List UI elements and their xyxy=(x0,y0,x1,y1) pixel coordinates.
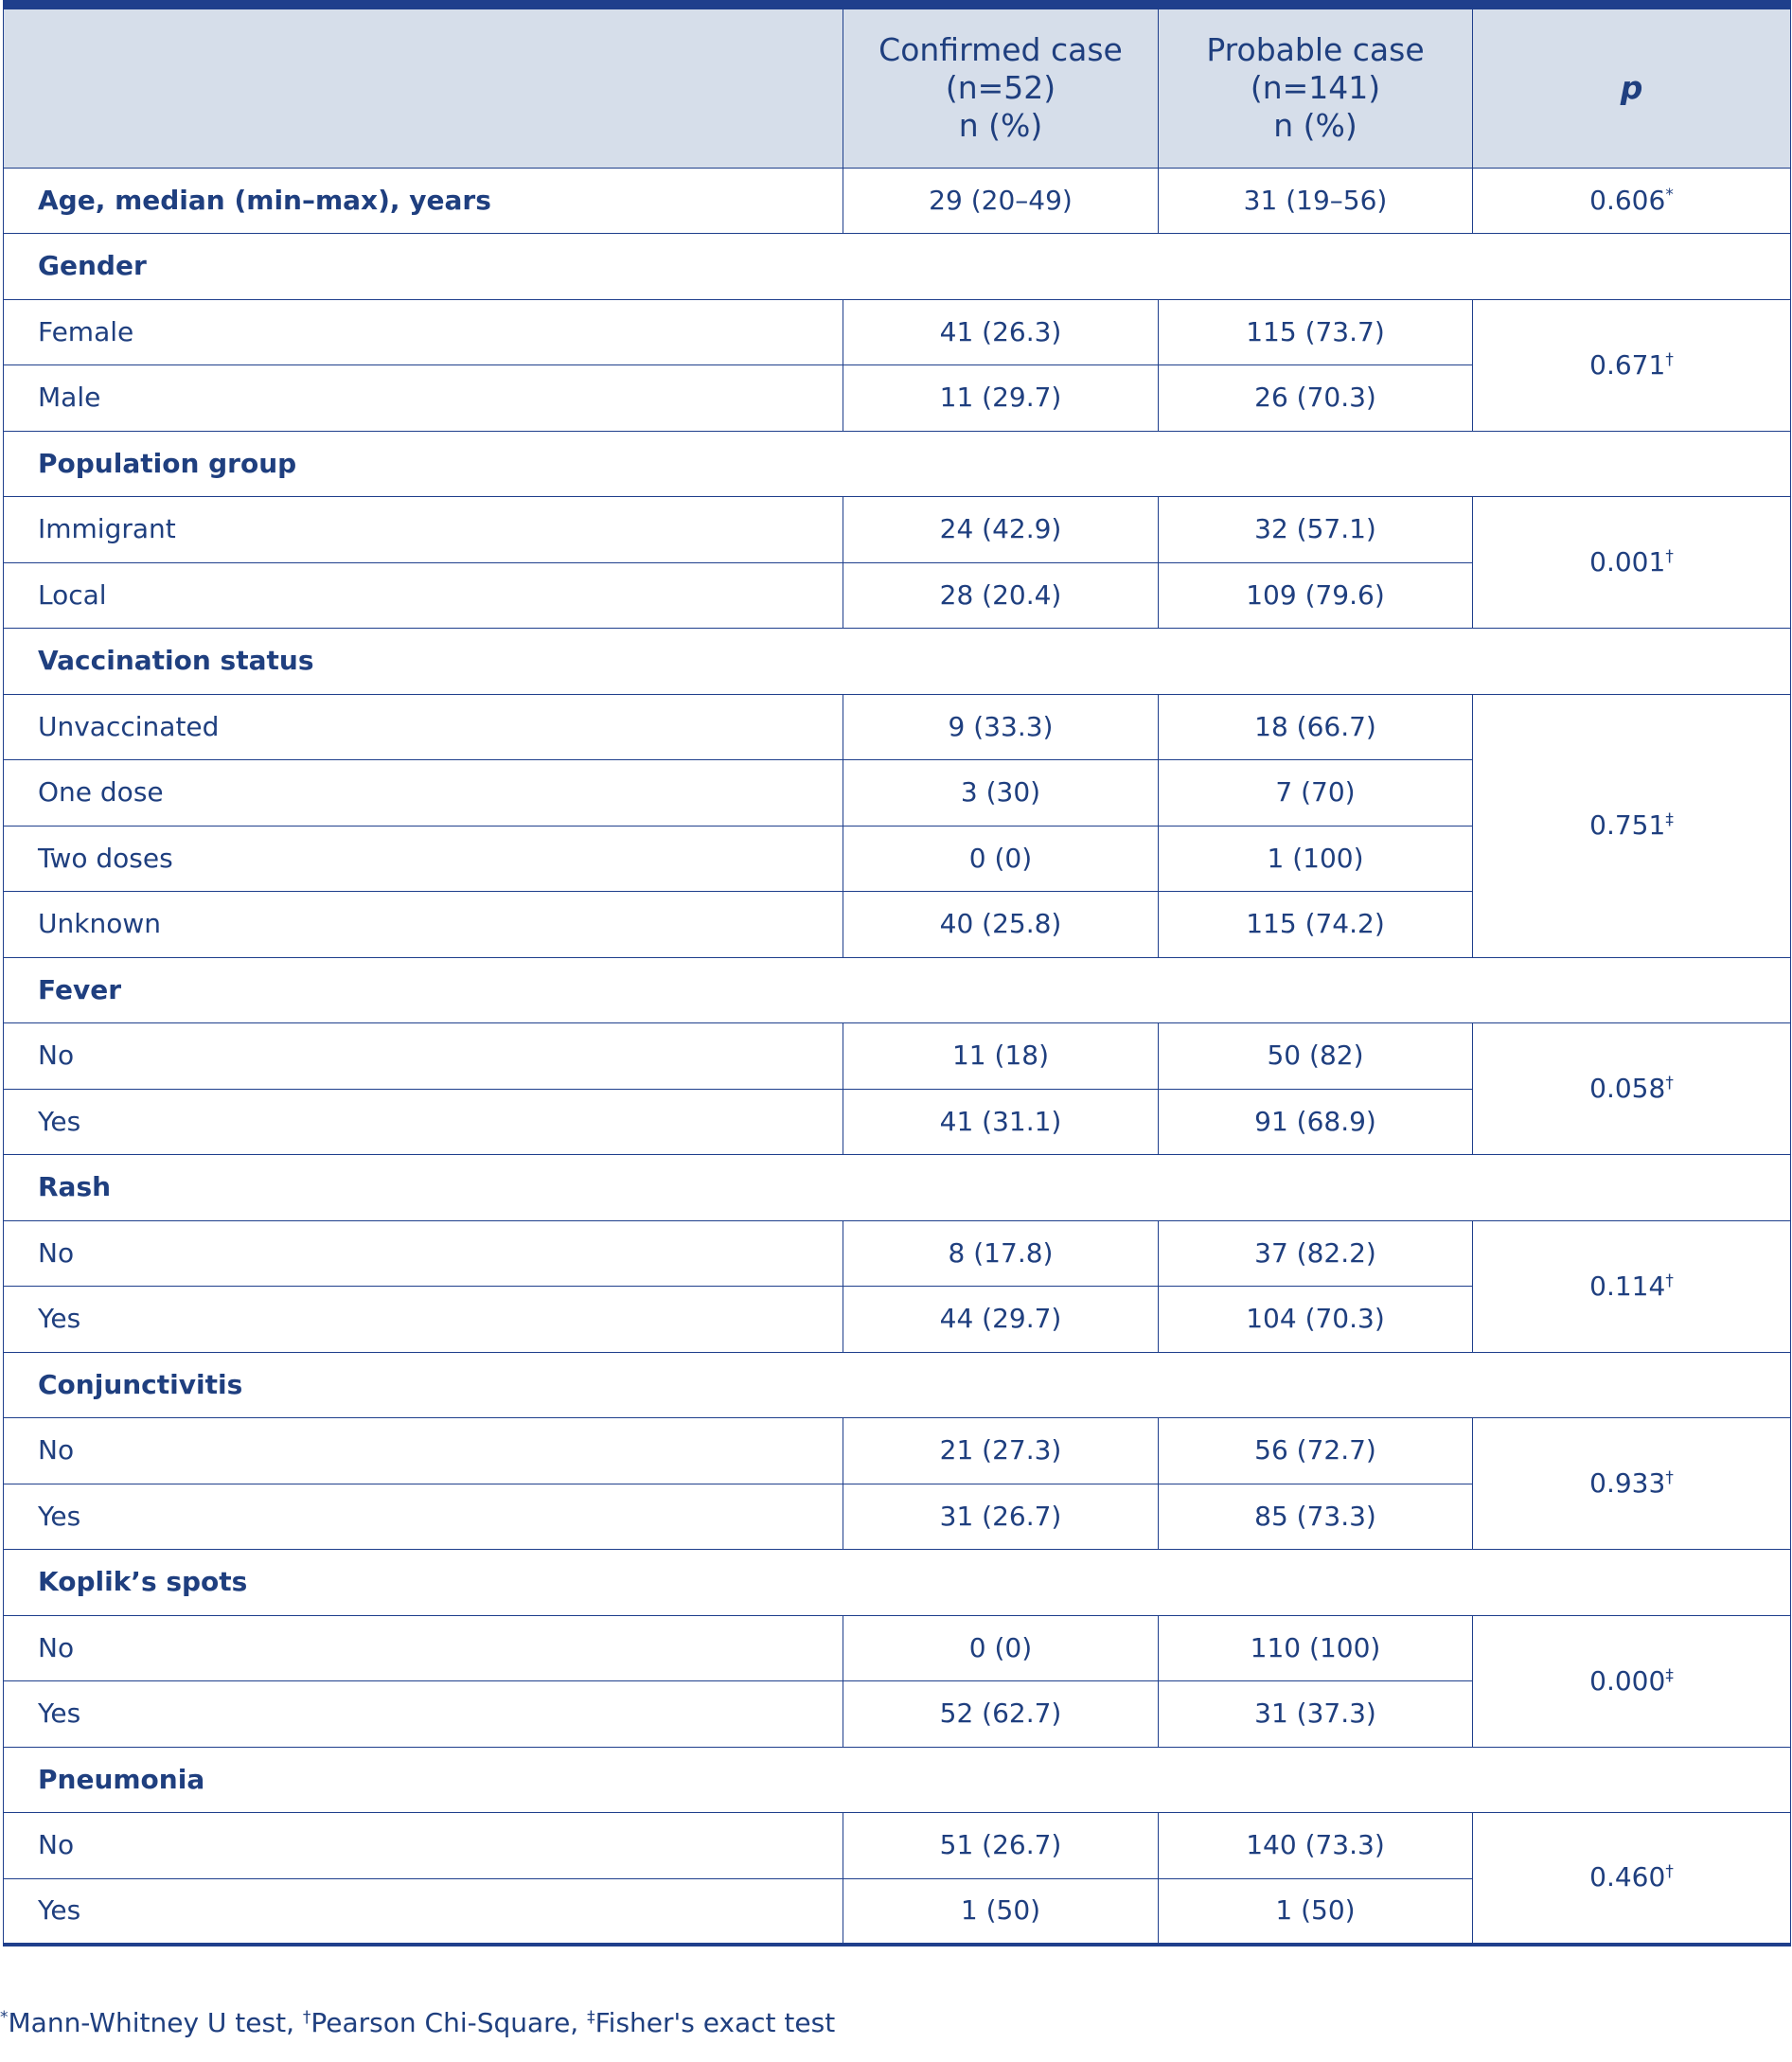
row-probable: 26 (70.3) xyxy=(1159,365,1473,432)
row-probable: 110 (100) xyxy=(1159,1615,1473,1681)
group-header-row xyxy=(4,234,1791,300)
table-row xyxy=(4,1023,1791,1090)
footnote-text: Mann-Whitney U test, xyxy=(8,2007,303,2038)
row-confirmed: 41 (31.1) xyxy=(843,1089,1159,1155)
footnote-text: Fisher's exact test xyxy=(594,2007,836,2038)
row-probable: 140 (73.3) xyxy=(1159,1813,1473,1879)
header-confirmed xyxy=(843,5,1159,168)
p-value-mark: ‡ xyxy=(1665,810,1674,829)
row-probable: 115 (74.2) xyxy=(1159,892,1473,958)
header-variable xyxy=(4,5,843,168)
footnote xyxy=(0,2007,835,2038)
group-p-value xyxy=(1473,1813,1791,1945)
row-confirmed: 51 (26.7) xyxy=(843,1813,1159,1879)
p-value-mark: ‡ xyxy=(1665,1665,1674,1685)
p-value-mark: † xyxy=(1665,547,1674,566)
group-title: Pneumonia xyxy=(4,1747,1791,1813)
footnote-text: Pearson Chi-Square, xyxy=(310,2007,588,2038)
group-header-row xyxy=(4,431,1791,497)
header-p-label: p xyxy=(1620,69,1643,107)
table-row xyxy=(4,1813,1791,1879)
row-label: Immigrant xyxy=(4,497,843,563)
row-confirmed: 52 (62.7) xyxy=(843,1681,1159,1748)
table-row xyxy=(4,1220,1791,1287)
p-value: 0.460 xyxy=(1589,1861,1666,1893)
row-label: No xyxy=(4,1615,843,1681)
p-value: 0.000 xyxy=(1589,1664,1666,1697)
row-label: No xyxy=(4,1220,843,1287)
age-p: 0.606 xyxy=(1589,184,1666,216)
row-confirmed: 11 (18) xyxy=(843,1023,1159,1090)
header-probable-unit: n (%) xyxy=(1273,107,1357,145)
p-value: 0.114 xyxy=(1589,1270,1666,1302)
header-probable-title: Probable case xyxy=(1206,31,1425,69)
header-row xyxy=(4,5,1791,168)
row-confirmed: 0 (0) xyxy=(843,826,1159,892)
header-confirmed-unit: n (%) xyxy=(958,107,1043,145)
row-label: Yes xyxy=(4,1089,843,1155)
row-confirmed: 24 (42.9) xyxy=(843,497,1159,563)
data-table xyxy=(3,0,1791,1946)
row-confirmed: 44 (29.7) xyxy=(843,1287,1159,1353)
footnote-mark: ‡ xyxy=(587,2008,595,2027)
row-probable: 115 (73.7) xyxy=(1159,299,1473,365)
p-value-mark: † xyxy=(1665,1074,1674,1093)
row-probable: 1 (50) xyxy=(1159,1878,1473,1945)
p-value: 0.671 xyxy=(1589,348,1666,381)
table-row xyxy=(4,497,1791,563)
group-title: Vaccination status xyxy=(4,629,1791,695)
row-confirmed: 0 (0) xyxy=(843,1615,1159,1681)
footnote-mark: * xyxy=(0,2008,9,2027)
table-row xyxy=(4,299,1791,365)
p-value-mark: † xyxy=(1665,349,1674,369)
row-label: Unknown xyxy=(4,892,843,958)
group-p-value xyxy=(1473,694,1791,957)
group-title: Population group xyxy=(4,431,1791,497)
row-probable: 32 (57.1) xyxy=(1159,497,1473,563)
age-p-mark: * xyxy=(1665,185,1674,204)
row-label: No xyxy=(4,1418,843,1484)
p-value-mark: † xyxy=(1665,1468,1674,1487)
row-label: Female xyxy=(4,299,843,365)
row-probable: 50 (82) xyxy=(1159,1023,1473,1090)
group-header-row xyxy=(4,1155,1791,1221)
table-body xyxy=(4,168,1791,1945)
p-value: 0.058 xyxy=(1589,1073,1666,1104)
group-header-row xyxy=(4,1747,1791,1813)
group-title: Fever xyxy=(4,957,1791,1023)
group-title: Conjunctivitis xyxy=(4,1352,1791,1418)
row-probable: 7 (70) xyxy=(1159,760,1473,827)
row-label: Male xyxy=(4,365,843,432)
row-confirmed: 1 (50) xyxy=(843,1878,1159,1945)
row-label: Local xyxy=(4,562,843,629)
header-probable-n: (n=141) xyxy=(1250,69,1381,107)
row-label: Yes xyxy=(4,1287,843,1353)
row-probable: 31 (37.3) xyxy=(1159,1681,1473,1748)
row-confirmed: 41 (26.3) xyxy=(843,299,1159,365)
header-confirmed-title: Confirmed case xyxy=(878,31,1123,69)
p-value: 0.933 xyxy=(1589,1467,1666,1499)
row-probable: 91 (68.9) xyxy=(1159,1089,1473,1155)
footnote-mark: † xyxy=(302,2008,311,2027)
group-p-value xyxy=(1473,497,1791,629)
age-confirmed: 29 (20–49) xyxy=(843,168,1159,234)
group-header-row xyxy=(4,1352,1791,1418)
row-probable: 18 (66.7) xyxy=(1159,694,1473,760)
table-row xyxy=(4,694,1791,760)
header-confirmed-n: (n=52) xyxy=(945,69,1056,107)
table-row-age xyxy=(4,168,1791,234)
p-value: 0.751 xyxy=(1589,809,1666,841)
group-header-row xyxy=(4,629,1791,695)
row-label: No xyxy=(4,1813,843,1879)
row-probable: 85 (73.3) xyxy=(1159,1484,1473,1550)
row-label: Yes xyxy=(4,1681,843,1748)
group-p-value xyxy=(1473,1418,1791,1550)
group-header-row xyxy=(4,1550,1791,1616)
header-p xyxy=(1473,5,1791,168)
group-p-value xyxy=(1473,299,1791,431)
p-value-mark: † xyxy=(1665,1271,1674,1290)
row-confirmed: 21 (27.3) xyxy=(843,1418,1159,1484)
group-title: Rash xyxy=(4,1155,1791,1221)
row-label: No xyxy=(4,1023,843,1090)
group-p-value xyxy=(1473,1023,1791,1155)
row-label: One dose xyxy=(4,760,843,827)
row-confirmed: 28 (20.4) xyxy=(843,562,1159,629)
group-p-value xyxy=(1473,1220,1791,1352)
p-value-mark: † xyxy=(1665,1862,1674,1882)
row-probable: 37 (82.2) xyxy=(1159,1220,1473,1287)
p-value: 0.001 xyxy=(1589,546,1666,578)
row-label: Two doses xyxy=(4,826,843,892)
age-label: Age, median (min–max), years xyxy=(4,168,843,234)
header-probable xyxy=(1159,5,1473,168)
table-container xyxy=(3,0,1790,1946)
row-confirmed: 40 (25.8) xyxy=(843,892,1159,958)
row-confirmed: 11 (29.7) xyxy=(843,365,1159,432)
group-header-row xyxy=(4,957,1791,1023)
table-row xyxy=(4,1615,1791,1681)
row-confirmed: 3 (30) xyxy=(843,760,1159,827)
row-probable: 104 (70.3) xyxy=(1159,1287,1473,1353)
row-probable: 109 (79.6) xyxy=(1159,562,1473,629)
row-confirmed: 31 (26.7) xyxy=(843,1484,1159,1550)
row-confirmed: 9 (33.3) xyxy=(843,694,1159,760)
row-probable: 56 (72.7) xyxy=(1159,1418,1473,1484)
row-confirmed: 8 (17.8) xyxy=(843,1220,1159,1287)
row-label: Yes xyxy=(4,1878,843,1945)
group-title: Koplik’s spots xyxy=(4,1550,1791,1616)
row-probable: 1 (100) xyxy=(1159,826,1473,892)
row-label: Yes xyxy=(4,1484,843,1550)
group-title: Gender xyxy=(4,234,1791,300)
row-label: Unvaccinated xyxy=(4,694,843,760)
age-p-value xyxy=(1473,168,1791,234)
group-p-value xyxy=(1473,1615,1791,1747)
table-row xyxy=(4,1418,1791,1484)
age-probable: 31 (19–56) xyxy=(1159,168,1473,234)
